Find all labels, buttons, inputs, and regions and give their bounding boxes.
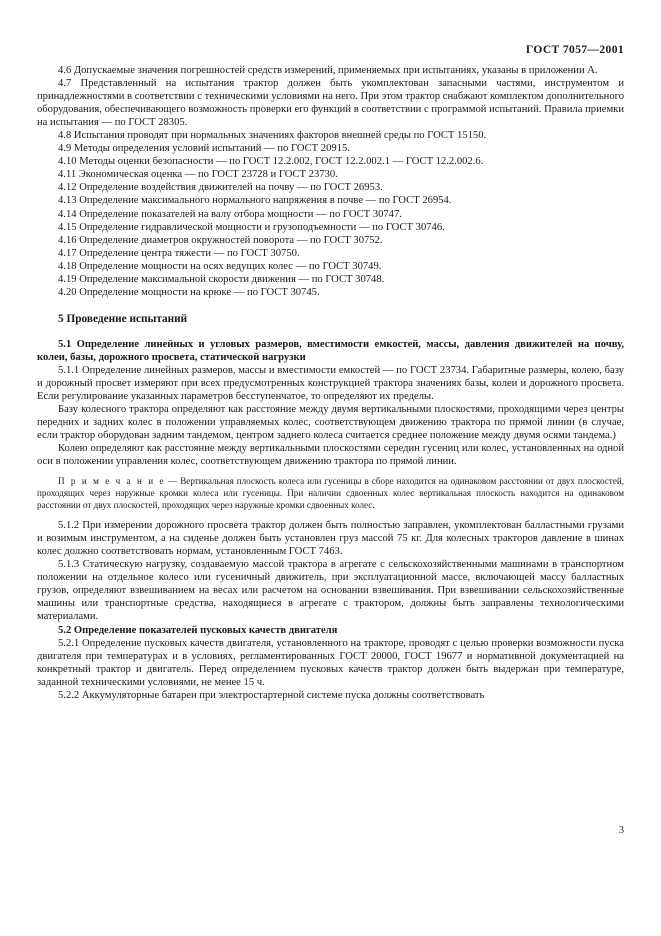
list-item: 4.18 Определение мощности на осях ведущих колес — по ГОСТ 30749. xyxy=(58,260,382,272)
spacer xyxy=(37,299,624,313)
paragraph-wheelbase: Базу колесного трактора определяют как расстояние между двумя вертикальными плоскостями, проходящими через центры передних и задних колес в положении управляемых колес, соответствующем движению трактора по прямой линии (в случае, если трактор оборудован задним тандемом, центром заднего колеса считается среднее положение между двумя осями тандема.) xyxy=(37,404,624,442)
standard-header: ГОСТ 7057—2001 xyxy=(525,44,624,56)
note-block xyxy=(37,476,624,511)
list-item: 4.12 Определение воздействия движителей на почву — по ГОСТ 26953. xyxy=(58,182,383,194)
paragraph-5-1-1: 5.1.1 Определение линейных размеров, массы и вместимости емкостей — по ГОСТ 23734. Габаритные размеры, колею, базу и дорожный просвет измеряют при всех предусмотренных конструкцией трактора значениях базы, колеи и дорожного просвета. Если регулирование указанных параметров бесступенчатое, то определяют их пределы. xyxy=(37,364,624,403)
paragraph-5-1-2: 5.1.2 При измерении дорожного просвета трактор должен быть полностью заправлен, укомплектован балластными грузами и возимым инструментом, а на сиденье должен быть установлен груз массой 75 кг. Для колесных тракторов давление в шинах колес должно соответствовать нормам, установленным ГОСТ 7463. xyxy=(37,520,624,558)
page-number: 3 xyxy=(618,825,624,836)
paragraph-5-2-2: 5.2.2 Аккумуляторные батареи при электростартерной системе пуска должны соответствовать xyxy=(58,689,485,701)
paragraph-5-1-3: 5.1.3 Статическую нагрузку, создаваемую массой трактора в агрегате с сельскохозяйственными машинами в транспортном положении на отдельное колесо или гусеничный движитель, при эксплуатационной массе, включающей массу балластных грузов, определяют взвешиванием на весах или расчетом на основании взвешивания. При взвешивании сельскохозяйственные машины или транспортные средства, находящиеся в агрегате с трактором, должны быть заправлены технологическими материалами. xyxy=(37,559,624,623)
section-heading-5: 5 Проведение испытаний xyxy=(58,312,188,325)
paragraph-4-7: 4.7 Представленный на испытания трактор должен быть укомплектован запасными частями, инструментом и принадлежностями в соответствии с техническими условиями на него. При этом трактор снабжают комплектом дополнительного оборудования, обеспечивающего возможность проверки его функций в соответствии с программой испытаний. Правила приемки на испытания — по ГОСТ 28305. xyxy=(37,78,624,129)
spacer xyxy=(37,511,624,519)
list-item: 4.16 Определение диаметров окружностей поворота — по ГОСТ 30752. xyxy=(58,234,383,246)
note-label: П р и м е ч а н и е xyxy=(58,476,166,487)
page-body xyxy=(37,64,624,702)
paragraph-track-width: Колею определяют как расстояние между вертикальными плоскостями середин гусениц или колес, установленных на одной оси в положении управления колес, соответствующем движению трактора по прямой линии. xyxy=(37,443,624,468)
list-item: 4.15 Определение гидравлической мощности и грузоподъемности — по ГОСТ 30746. xyxy=(58,221,445,233)
list-item: 4.8 Испытания проводят при нормальных значениях факторов внешней среды по ГОСТ 15150. xyxy=(58,130,487,142)
list-item: 4.13 Определение максимального нормального напряжения в почве — по ГОСТ 26954. xyxy=(58,195,452,207)
list-item: 4.14 Определение показателей на валу отбора мощности — по ГОСТ 30747. xyxy=(58,208,402,220)
clause-4-list xyxy=(37,129,624,299)
subsection-heading-5-2: 5.2 Определение показателей пусковых качеств двигателя xyxy=(58,624,338,636)
spacer xyxy=(37,468,624,476)
list-item: 4.20 Определение мощности на крюке — по ГОСТ 30745. xyxy=(58,286,320,298)
list-item: 4.9 Методы определения условий испытаний — по ГОСТ 20915. xyxy=(58,143,350,155)
list-item: 4.11 Экономическая оценка — по ГОСТ 23728 и ГОСТ 23730. xyxy=(58,169,338,181)
spacer xyxy=(37,326,624,338)
list-item: 4.10 Методы оценки безопасности — по ГОСТ 12.2.002, ГОСТ 12.2.002.1 — ГОСТ 12.2.002.6. xyxy=(58,156,484,168)
note-text: — Вертикальная плоскость колеса или гусеницы в сборе находится на одинаковом расстоянии от двух плоскостей, проходящих через наружные кромки колеса или гусеницы. При наличии сдвоенных колес вертикальная плоскость находится на одинаковом расстоянии от двух плоскостей, проходящих через наружные кромки сдвоенных колес. xyxy=(37,476,624,510)
list-item: 4.19 Определение максимальной скорости движения — по ГОСТ 30748. xyxy=(58,273,385,285)
paragraph-4-6: 4.6 Допускаемые значения погрешностей средств измерений, применяемых при испытаниях, указаны в приложении А. xyxy=(58,65,598,76)
subsection-heading-5-1: 5.1 Определение линейных и угловых размеров, вместимости емкостей, массы, давления движителей на почву, колеи, базы, дорожного просвета, статической нагрузки xyxy=(37,338,624,363)
list-item: 4.17 Определение центра тяжести — по ГОСТ 30750. xyxy=(58,247,300,259)
paragraph-5-2-1: 5.2.1 Определение пусковых качеств двигателя, установленного на тракторе, проводят с целью проверки возможности пуска двигателя при температурах и в условиях, регламентированных ГОСТ 20000, ГОСТ 19677 и нормативной документацией на конкретный трактор и двигатель. Перед определением пусковых качеств трактор должен быть выдержан при температуре, заданной техническими условиями, не менее 15 ч. xyxy=(37,637,624,688)
